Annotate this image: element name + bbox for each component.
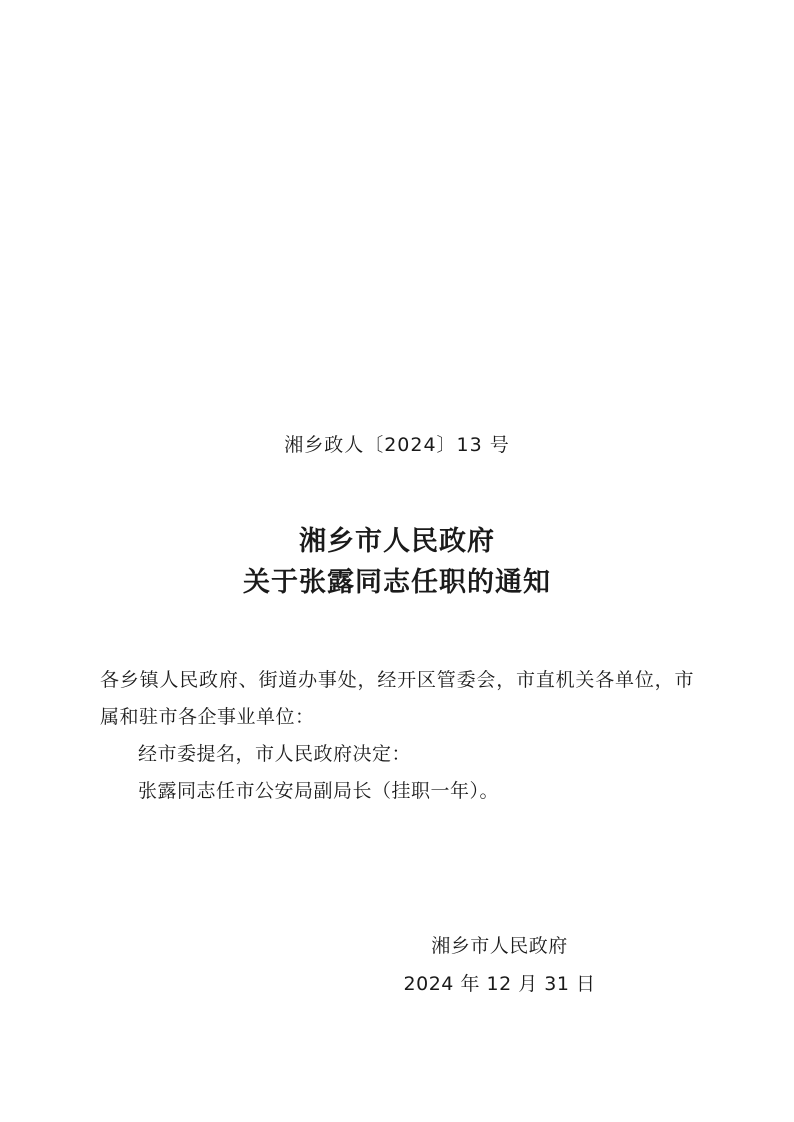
document-signature <box>100 928 694 1002</box>
document-number: 湘乡政人〔2024〕13 号 <box>284 434 510 456</box>
title-line-1: 湘乡市人民政府 <box>299 525 495 557</box>
signature-issuer: 湘乡市人民政府 <box>431 935 568 958</box>
document-title <box>100 521 694 605</box>
body-paragraph-decision: 经市委提名，市人民政府决定： <box>138 743 412 766</box>
signature-date: 2024 年 12 月 31 日 <box>403 972 596 995</box>
body-paragraph-appointment: 张露同志任市公安局副局长（挂职一年）。 <box>138 780 500 803</box>
title-line-2: 关于张露同志任职的通知 <box>243 567 551 599</box>
body-paragraph-recipients: 各乡镇人民政府、街道办事处，经开区管委会，市直机关各单位，市属和驻市各企事业单位： <box>100 669 694 729</box>
document-body <box>100 662 694 810</box>
